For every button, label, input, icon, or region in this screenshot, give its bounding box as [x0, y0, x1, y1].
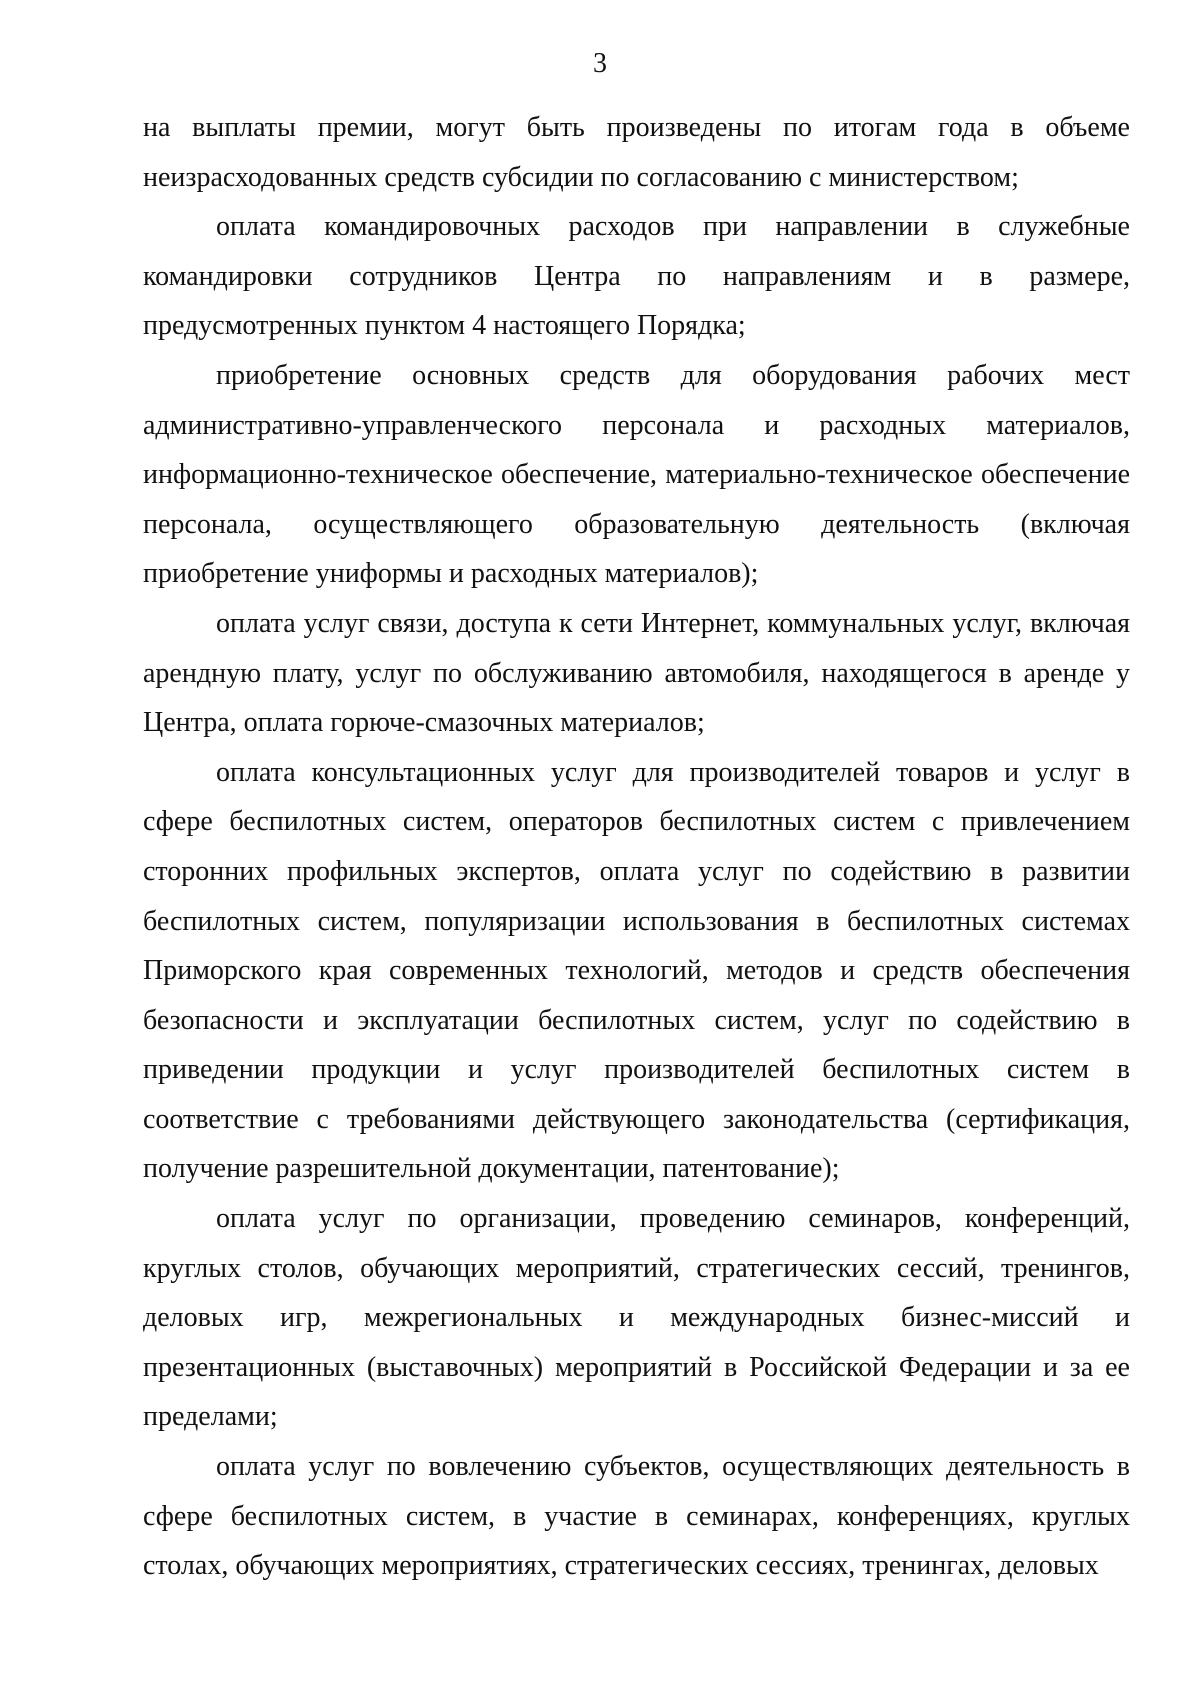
paragraph-fixed-assets: приобретение основных средств для оборудования рабочих мест административно-управленческого персонала и расходных материалов, информационно-техническое обеспечение, материально-техническое обеспечение персонала, осуществляющего образовательную деятельность (включая приобретение униформы и расходных материалов);	[143, 359, 1130, 590]
paragraph-travel-expenses: оплата командировочных расходов при направлении в служебные командировки сотрудников Центра по направлениям и в размере, предусмотренных пунктом 4 настоящего Порядка;	[143, 211, 1130, 342]
page-number: 3	[593, 48, 607, 79]
paragraph-involvement-services: оплата услуг по вовлечению субъектов, осуществляющих деятельность в сфере беспилотных систем, в участие в семинарах, конференциях, круглых столах, обучающих мероприятиях, стратегических сессиях, тренингах, деловых	[143, 1451, 1130, 1582]
document-body	[143, 103, 1130, 1591]
paragraph-continuation: на выплаты премии, могут быть произведены по итогам года в объеме неизрасходованных средств субсидии по согласованию с министерством;	[143, 112, 1130, 193]
paragraph-communication-services: оплата услуг связи, доступа к сети Интернет, коммунальных услуг, включая арендную плату, услуг по обслуживанию автомобиля, находящегося в аренде у Центра, оплата горюче-смазочных материалов;	[143, 607, 1130, 739]
paragraph-consulting-services: оплата консультационных услуг для производителей товаров и услуг в сфере беспилотных систем, операторов беспилотных систем с привлечением сторонних профильных экспертов, оплата услуг по содействию в развитии беспилотных систем, популяризации использования в беспилотных системах Приморского края современных технологий, методов и средств обеспечения безопасности и эксплуатации беспилотных систем, услуг по содействию в приведении продукции и услуг производителей беспилотных систем в соответствие с требованиями действующего законодательства (сертификация, получение разрешительной документации, патентование);	[143, 756, 1130, 1185]
paragraph-events-organization: оплата услуг по организации, проведению семинаров, конференций, круглых столов, обучающих мероприятий, стратегических сессий, тренингов, деловых игр, межрегиональных и международных бизнес-миссий и презентационных (выставочных) мероприятий в Российской Федерации и за ее пределами;	[143, 1203, 1130, 1433]
